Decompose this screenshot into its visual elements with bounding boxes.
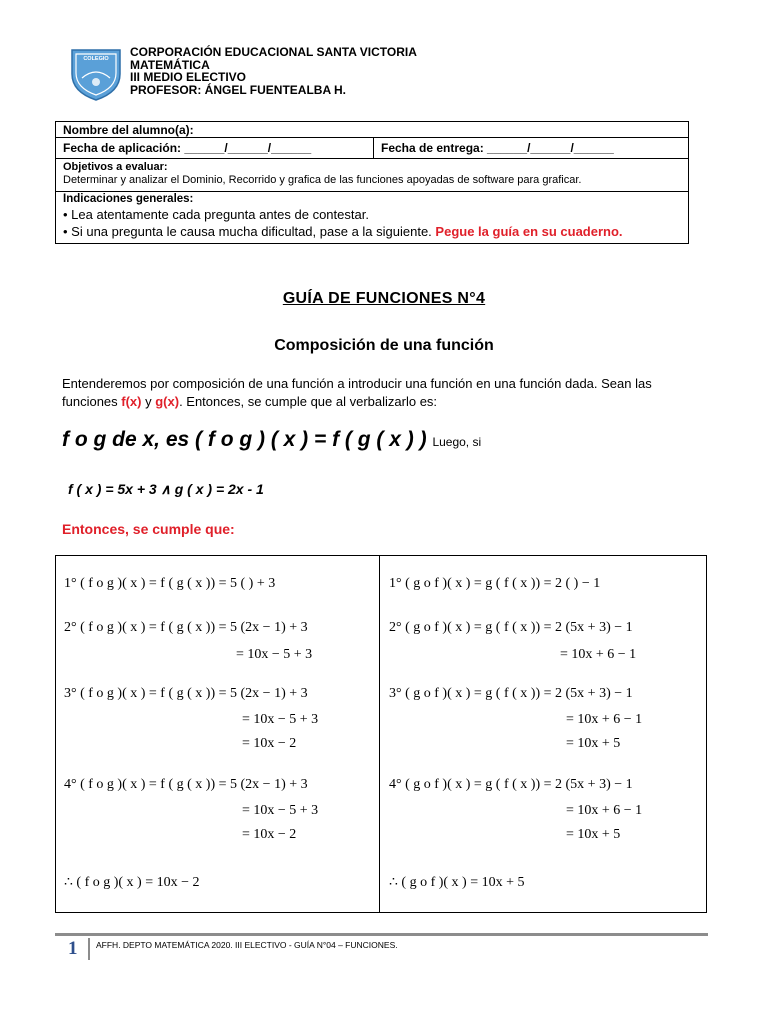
entonces-heading: Entonces, se cumple que: xyxy=(62,521,235,537)
right-step-4-line3: = 10x + 5 xyxy=(566,827,621,842)
intro-paragraph xyxy=(62,375,702,411)
composition-steps-box xyxy=(55,555,707,913)
right-step-3: 3° ( g o f )( x ) = g ( f ( x )) = 2 (5x + 3) − 1 xyxy=(389,686,633,701)
nombre-field[interactable]: Nombre del alumno(a): xyxy=(63,123,194,137)
right-step-4: 4° ( g o f )( x ) = g ( f ( x )) = 2 (5x + 3) − 1 xyxy=(389,777,633,792)
indicaciones-label: Indicaciones generales: xyxy=(63,193,194,205)
left-step-1: 1° ( f o g )( x ) = f ( g ( x )) = 5 ( ) + 3 xyxy=(64,576,276,591)
luego-text: Luego, si xyxy=(432,435,482,449)
student-info-table xyxy=(55,121,689,244)
indicacion-2 xyxy=(63,223,623,240)
left-step-4: 4° ( f o g )( x ) = f ( g ( x )) = 5 (2x − 1) + 3 xyxy=(64,777,308,792)
indicacion-2-red: Pegue la guía en su cuaderno. xyxy=(435,224,623,239)
logo-text: COLEGIO xyxy=(83,56,109,62)
left-step-3-line3: = 10x − 2 xyxy=(242,736,297,751)
objetivos-label: Objetivos a evaluar: xyxy=(63,161,168,173)
left-step-4-line3: = 10x − 2 xyxy=(242,827,297,842)
row-nombre xyxy=(56,122,688,138)
left-step-3: 3° ( f o g )( x ) = f ( g ( x )) = 5 (2x − 1) + 3 xyxy=(64,686,308,701)
function-definitions: f ( x ) = 5x + 3 ∧ g ( x ) = 2x - 1 xyxy=(68,481,264,497)
indicacion-2-text: • Si una pregunta le causa mucha dificultad, pase a la siguiente. xyxy=(63,224,432,239)
header-line-teacher: PROFESOR: ÁNGEL FUENTEALBA H. xyxy=(130,82,347,97)
left-step-2: 2° ( f o g )( x ) = f ( g ( x )) = 5 (2x − 1) + 3 xyxy=(64,620,308,635)
row-indicaciones xyxy=(56,192,688,243)
indicaciones-cell xyxy=(56,192,630,243)
right-step-2-line2: = 10x + 6 − 1 xyxy=(560,647,637,662)
composition-formula: f o g de x, es ( f o g ) ( x ) = f ( g ( x ) ) xyxy=(62,428,427,451)
left-step-4-line2: = 10x − 5 + 3 xyxy=(242,803,319,818)
right-conclusion: ∴ ( g o f )( x ) = 10x + 5 xyxy=(389,875,525,890)
header-line-school: CORPORACIÓN EDUCACIONAL SANTA VICTORIA xyxy=(130,45,417,59)
footer-text: AFFH. DEPTO MATEMÁTICA 2020. III ELECTIVO - GUÍA N°04 – FUNCIONES. xyxy=(96,940,398,950)
right-step-3-line2: = 10x + 6 − 1 xyxy=(566,712,643,727)
footer-separator xyxy=(88,938,90,960)
fecha-aplicacion-field[interactable]: Fecha de aplicación: ______/______/______ xyxy=(56,138,374,158)
section-subtitle: Composición de una función xyxy=(274,337,494,354)
fecha-entrega-field[interactable]: Fecha de entrega: ______/______/______ xyxy=(381,141,614,155)
left-step-3-line2: = 10x − 5 + 3 xyxy=(242,712,319,727)
row-objetivos xyxy=(56,159,688,192)
intro-part2: . Entonces, se cumple que al verbalizarlo es: xyxy=(179,394,438,409)
page-title: GUÍA DE FUNCIONES N°4 xyxy=(282,290,486,307)
column-divider xyxy=(379,555,380,913)
objetivos-cell xyxy=(56,159,588,191)
indicacion-1: • Lea atentamente cada pregunta antes de contestar. xyxy=(63,207,369,222)
header-line-subject: MATEMÁTICA xyxy=(130,57,210,72)
objetivos-text: Determinar y analizar el Dominio, Recorrido y grafica de las funciones apoyadas de software para graficar. xyxy=(63,174,582,186)
left-conclusion: ∴ ( f o g )( x ) = 10x − 2 xyxy=(64,875,200,890)
right-step-2: 2° ( g o f )( x ) = g ( f ( x )) = 2 (5x + 3) − 1 xyxy=(389,620,633,635)
left-step-2-line2: = 10x − 5 + 3 xyxy=(236,647,313,662)
composition-definition xyxy=(62,428,481,452)
intro-y: y xyxy=(141,394,156,409)
school-logo-icon xyxy=(68,44,124,102)
right-step-3-line3: = 10x + 5 xyxy=(566,736,621,751)
right-step-4-line2: = 10x + 6 − 1 xyxy=(566,803,643,818)
row-fechas xyxy=(56,138,688,159)
page-number: 1 xyxy=(68,938,78,959)
header-line-course: III MEDIO ELECTIVO xyxy=(130,70,247,84)
footer-rule xyxy=(55,933,708,936)
intro-f: f(x) xyxy=(121,394,142,409)
intro-g: g(x) xyxy=(155,394,180,409)
right-step-1: 1° ( g o f )( x ) = g ( f ( x )) = 2 ( ) − 1 xyxy=(389,576,601,591)
intro-part1: Entenderemos por composición de una función a introducir una función en una función dada. Sean las funciones xyxy=(62,376,652,409)
institution-header xyxy=(130,46,417,96)
